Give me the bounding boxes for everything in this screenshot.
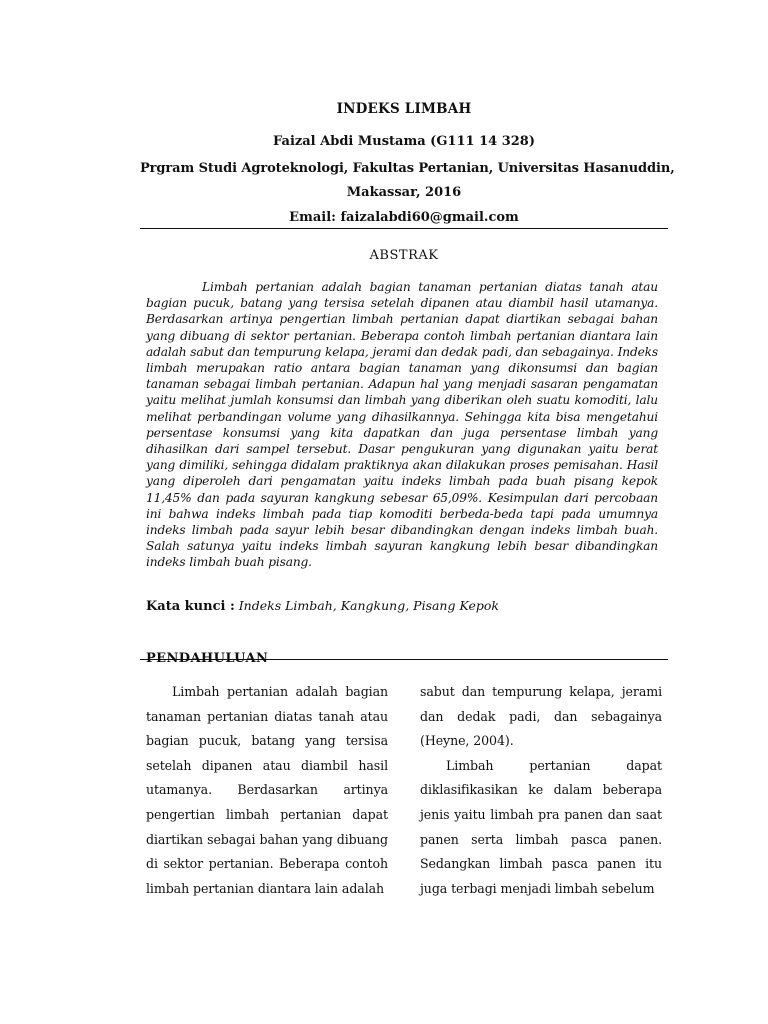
keywords-line <box>146 598 666 614</box>
keywords-value: Indeks Limbah, Kangkung, Pisang Kepok <box>234 598 499 613</box>
section-divider <box>140 659 668 660</box>
right-column-paragraph: Limbah pertanian dapat diklasifikasikan ke dalam beberapa jenis yaitu limbah pra panen dan saat panen serta limbah pasca panen. Sedangkan limbah pasca panen itu juga terbagi menjadi limbah sebelum <box>420 757 662 896</box>
abstract-heading: ABSTRAK <box>369 248 439 263</box>
paper-title: INDEKS LIMBAH <box>336 101 472 117</box>
left-column-paragraph: Limbah pertanian adalah bagian tanaman pertanian diatas tanah atau bagian pucuk, batang yang tersisa setelah dipanen atau diambil hasil utamanya. Berdasarkan artinya pengertian limbah pertanian dapat diartikan sebagai bahan yang dibuang di sektor pertanian. Beberapa contoh limbah pertanian diantara lain adalah <box>146 684 388 896</box>
left-column <box>146 680 388 901</box>
section-heading-pendahuluan: PENDAHULUAN <box>146 651 269 666</box>
affiliation-city-year: Makassar, 2016 <box>346 185 462 200</box>
keywords-label: Kata kunci : <box>146 599 235 614</box>
right-column <box>420 680 662 901</box>
author-line: Faizal Abdi Mustama (G111 14 328) <box>273 134 535 149</box>
abstract-text: Limbah pertanian adalah bagian tanaman pertanian diatas tanah atau bagian pucuk, batang yang tersisa setelah dipanen atau diambil hasil utamanya. Berdasarkan artinya pengertian limbah pertanian dapat diartikan sebagai bahan yang dibuang di sektor pertanian. Beberapa contoh limbah pertanian diantara lain adalah sabut dan tempurung kelapa, jerami dan dedak padi, dan sebagainya. Indeks limbah merupakan ratio antara bagian tanaman yang dikonsumsi dan bagian tanaman sebagai limbah pertanian. Adapun hal yang menjadi sasaran pengamatan yaitu melihat jumlah konsumsi dan limbah yang diberikan oleh suatu komoditi, lalu melihat perbandingan volume yang dihasilkannya. Sehingga kita bisa mengetahui persentase konsumsi yang kita dapatkan dan juga persentase limbah yang dihasilkan dari sampel tersebut. Dasar pengukuran yang digunakan yaitu berat yang dimiliki, sehingga didalam praktiknya akan dilakukan proses pemisahan. Hasil yang diperoleh dari pengamatan yaitu indeks limbah pada buah pisang kepok 11,45% dan pada sayuran kangkung sebesar 65,09%. Kesimpulan dari percobaan ini bahwa indeks limbah pada tiap komoditi berbeda-beda tapi pada umumnya indeks limbah pada sayur lebih besar dibandingkan dengan indeks limbah buah. Salah satunya yaitu indeks limbah sayuran kangkung lebih besar dibandingkan indeks limbah buah pisang. <box>146 280 658 570</box>
email-line: Email: faizalabdi60@gmail.com <box>289 210 519 225</box>
right-column-paragraph-continued: sabut dan tempurung kelapa, jerami dan dedak padi, dan sebagainya (Heyne, 2004). <box>420 684 662 749</box>
affiliation-line: Prgram Studi Agroteknologi, Fakultas Pertanian, Universitas Hasanuddin, <box>140 161 675 176</box>
header-divider <box>140 228 668 229</box>
